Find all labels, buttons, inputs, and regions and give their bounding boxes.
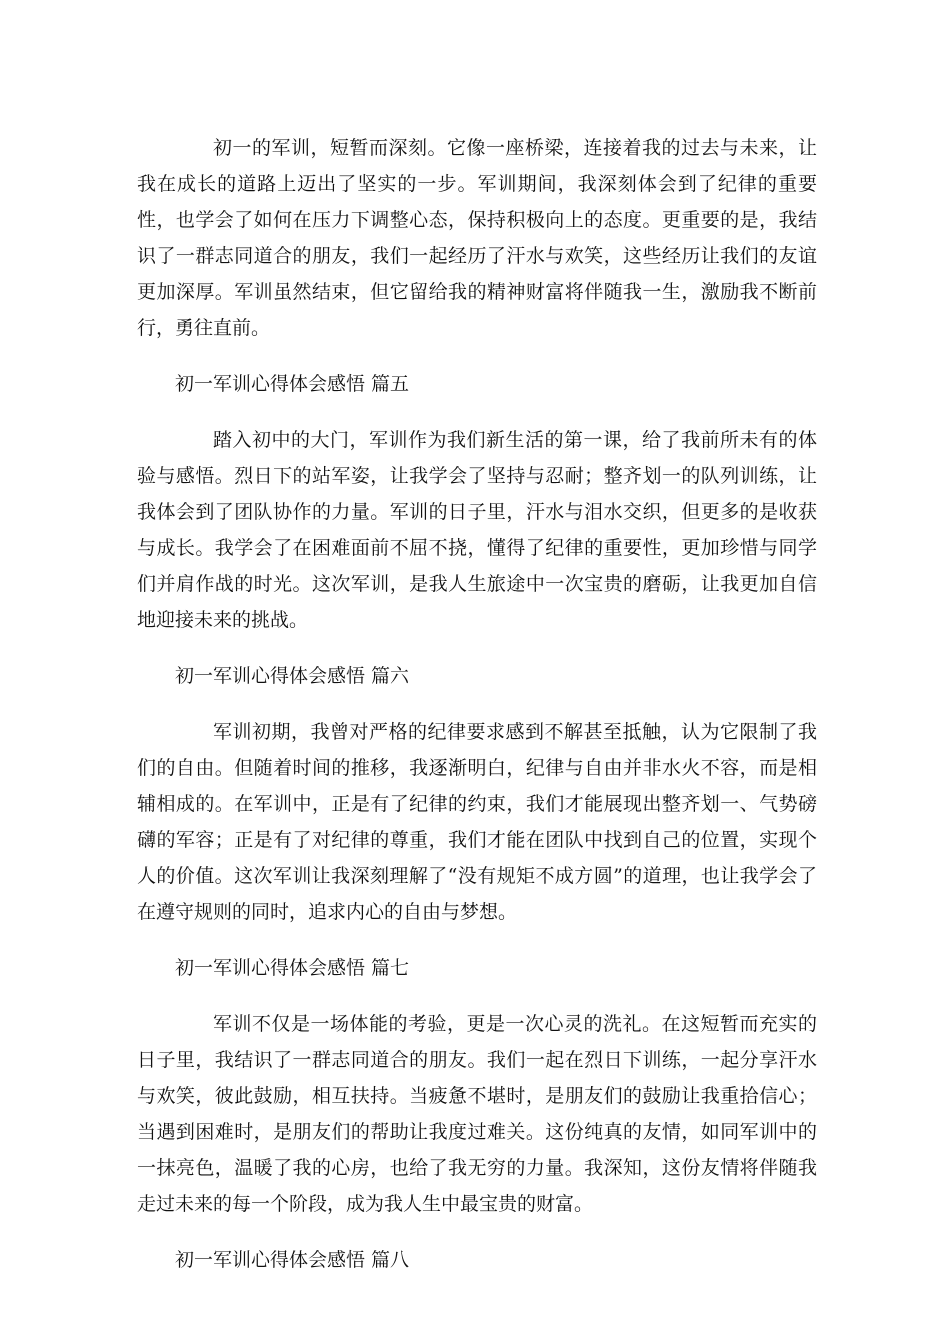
section-heading-7: 初一军训心得体会感悟 篇七 [175,957,410,979]
paragraph-intro: 初一的军训，短暂而深刻。它像一座桥梁，连接着我的过去与未来，让我在成长的道路上迈出了坚实的一步。军训期间，我深刻体会到了纪律的重要性，也学会了如何在压力下调整心态，保持积极向上的态度。更重要的是，我结识了一群志同道合的朋友，我们一起经历了汗水与欢笑，这些经历让我们的友谊更加深厚。军训虽然结束，但它留给我的精神财富将伴随我一生，激励我不断前行，勇往直前。 [137,137,817,339]
paragraph-section-7: 军训不仅是一场体能的考验，更是一次心灵的洗礼。在这短暂而充实的日子里，我结识了一群志同道合的朋友。我们一起在烈日下训练，一起分享汗水与欢笑，彼此鼓励，相互扶持。当疲惫不堪时，是朋友们的鼓励让我重拾信心；当遇到困难时，是朋友们的帮助让我度过难关。这份纯真的友情，如同军训中的一抹亮色，温暖了我的心房，也给了我无穷的力量。我深知，这份友情将伴随我走过未来的每一个阶段，成为我人生中最宝贵的财富。 [137,1013,817,1215]
paragraph-section-6: 军训初期，我曾对严格的纪律要求感到不解甚至抵触，认为它限制了我们的自由。但随着时间的推移，我逐渐明白，纪律与自由并非水火不容，而是相辅相成的。在军训中，正是有了纪律的约束，我们才能展现出整齐划一、气势磅礴的军容；正是有了对纪律的尊重，我们才能在团队中找到自己的位置，实现个人的价值。这次军训让我深刻理解了“没有规矩不成方圆”的道理，也让我学会了在遵守规则的同时，追求内心的自由与梦想。 [137,721,817,923]
paragraph-section-5: 踏入初中的大门，军训作为我们新生活的第一课，给了我前所未有的体验与感悟。烈日下的站军姿，让我学会了坚持与忍耐；整齐划一的队列训练，让我体会到了团队协作的力量。军训的日子里，汗水与泪水交织，但更多的是收获与成长。我学会了在困难面前不屈不挠，懂得了纪律的重要性，更加珍惜与同学们并肩作战的时光。这次军训，是我人生旅途中一次宝贵的磨砺，让我更加自信地迎接未来的挑战。 [137,429,817,631]
document-content [137,130,817,1298]
section-heading-8: 初一军训心得体会感悟 篇八 [175,1249,410,1271]
section-heading-6: 初一军训心得体会感悟 篇六 [175,665,410,687]
section-heading-5: 初一军训心得体会感悟 篇五 [175,373,410,395]
